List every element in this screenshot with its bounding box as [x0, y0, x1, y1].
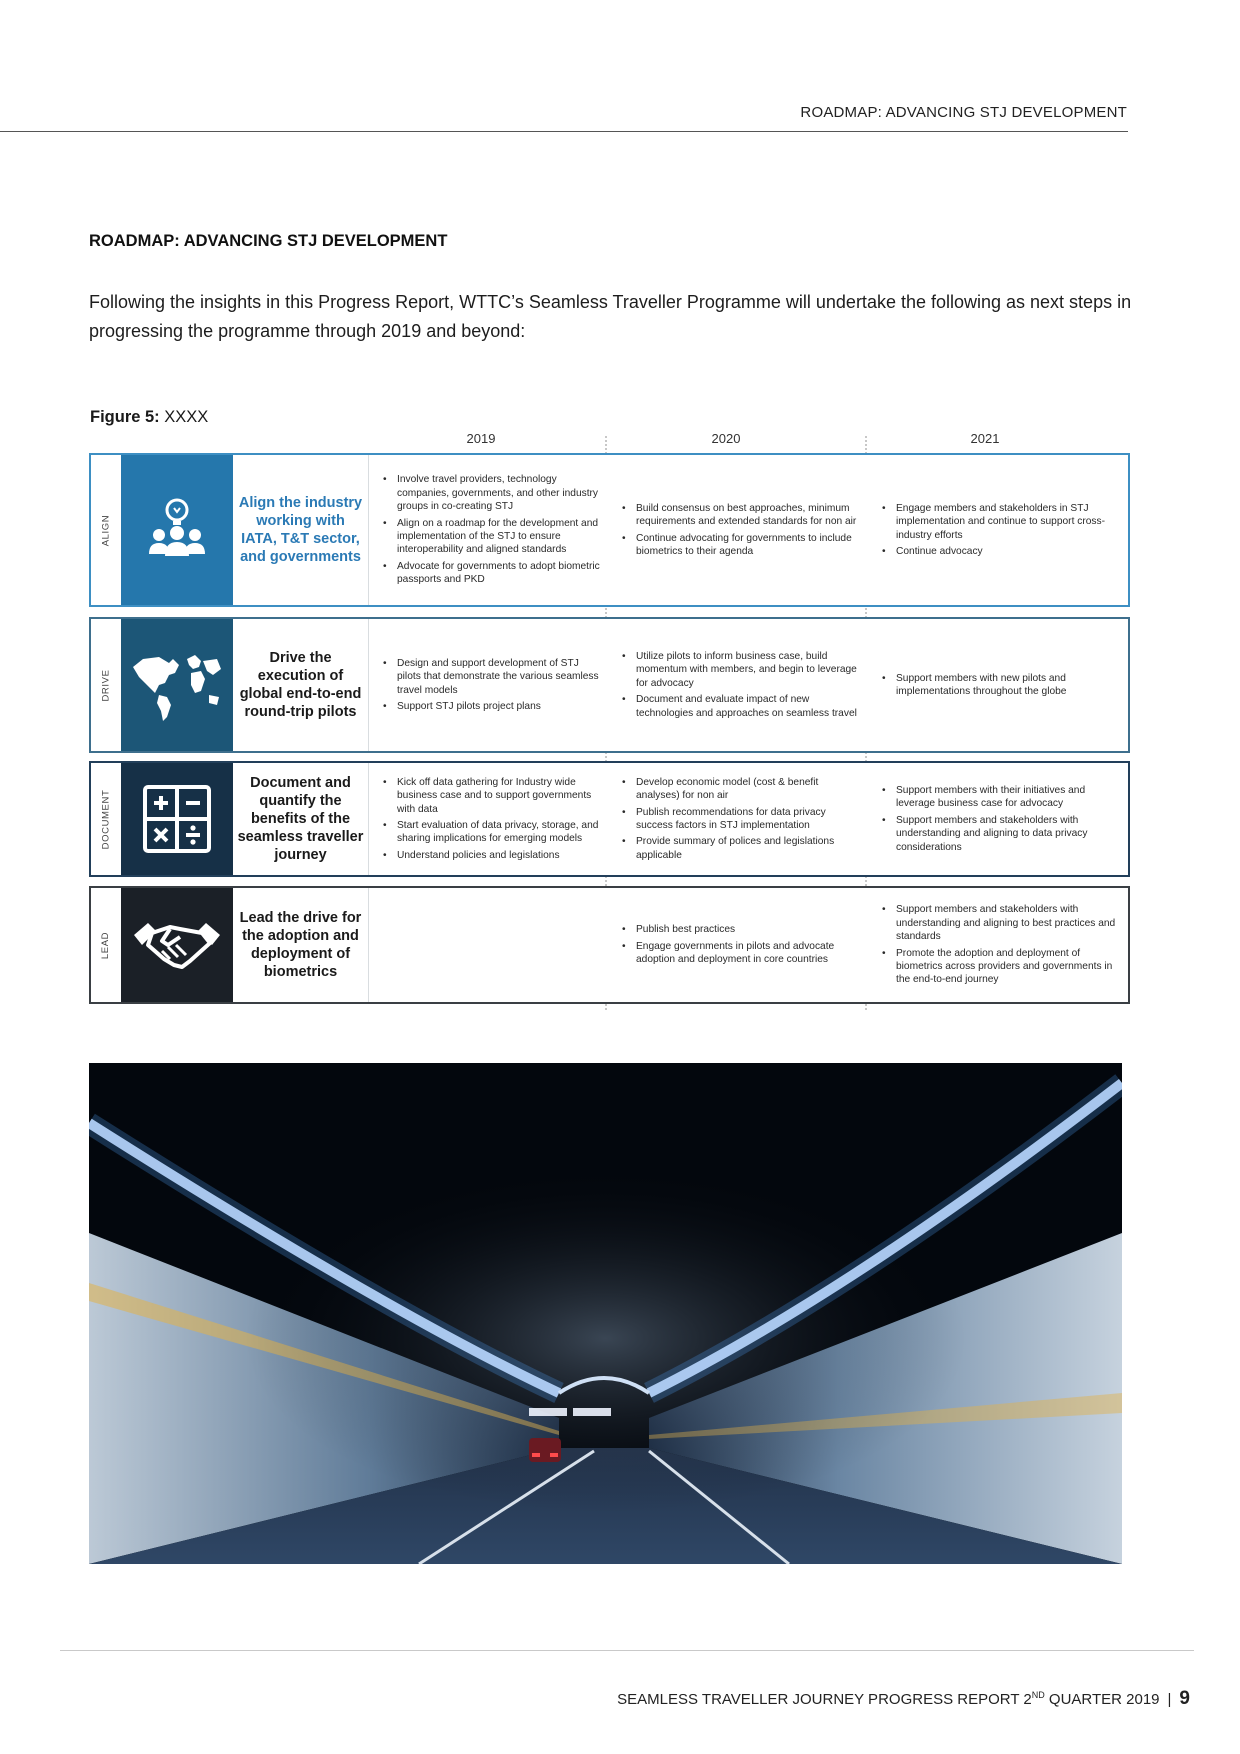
- roadmap-row-lead: [89, 886, 1130, 1004]
- header-divider: [0, 131, 1128, 132]
- bullet-item: • Document and evaluate impact of new technologies and approaches on seamless travel: [622, 693, 862, 720]
- bullet-item: • Publish recommendations for data privacy success factors in STJ implementation: [622, 806, 862, 833]
- row-tag: DRIVE: [100, 668, 112, 702]
- intro-paragraph: Following the insights in this Progress Report, WTTC’s Seamless Traveller Programme will undertake the following as next steps in progressing the programme through 2019 and beyond:: [89, 292, 1132, 341]
- bullet-item: • Engage members and stakeholders in STJ implementation and continue to support cross-industry efforts: [882, 502, 1124, 542]
- world-map-icon: [121, 619, 233, 751]
- bullet-item: • Design and support development of STJ pilots that demonstrate the various seamless travel models: [383, 657, 602, 697]
- roadmap-row-document: [89, 761, 1130, 877]
- year-2020-header: 2020: [711, 431, 741, 446]
- row-heading: Drive the execution of global end-to-end round-trip pilots: [239, 650, 362, 720]
- row-heading: Lead the drive for the adoption and deployment of biometrics: [239, 910, 362, 980]
- bullet-item: • Engage governments in pilots and advocate adoption and deployment in core countries: [622, 940, 862, 967]
- section-title: ROADMAP: ADVANCING STJ DEVELOPMENT: [89, 232, 448, 250]
- tunnel-photo: [89, 1063, 1122, 1564]
- running-header: ROADMAP: ADVANCING STJ DEVELOPMENT: [800, 104, 1127, 121]
- cell-2021: [868, 455, 1130, 605]
- row-tag: DOCUMENT: [100, 789, 112, 849]
- bullet-item: • Understand policies and legislations: [383, 849, 602, 862]
- bullet-item: • Promote the adoption and deployment of biometrics across providers and governments in the end-to-end journey: [882, 947, 1124, 987]
- bullet-item: • Support STJ pilots project plans: [383, 700, 602, 713]
- figure-caption-text: XXXX: [164, 408, 209, 426]
- report-title: SEAMLESS TRAVELLER JOURNEY PROGRESS REPORT 2ND QUARTER 2019: [617, 1690, 1160, 1708]
- bullet-item: • Continue advocating for governments to include biometrics to their agenda: [622, 532, 862, 559]
- cell-2020: [608, 619, 868, 751]
- bullet-item: • Support members with their initiatives and leverage business case for advocacy: [882, 784, 1124, 811]
- cell-2019: [368, 619, 608, 751]
- cell-2019: [368, 763, 608, 875]
- bullet-item: • Develop economic model (cost & benefit analyses) for non air: [622, 776, 862, 803]
- bullet-item: • Kick off data gathering for Industry wide business case and to support governments with data: [383, 776, 602, 816]
- cell-2021: [868, 763, 1130, 875]
- team-idea-icon: [121, 455, 233, 605]
- roadmap-row-drive: [89, 617, 1130, 753]
- handshake-icon: [121, 888, 233, 1002]
- cell-2021: [868, 619, 1130, 751]
- cell-2019: [368, 455, 608, 605]
- row-heading: Document and quantify the benefits of the seamless traveller journey: [237, 775, 364, 863]
- bullet-item: • Utilize pilots to inform business case, build momentum with members, and begin to leverage for advocacy: [622, 650, 862, 690]
- cell-2020: [608, 888, 868, 1002]
- footer-divider: [60, 1650, 1194, 1651]
- row-heading: Align the industry working with IATA, T&T sector, and governments: [238, 495, 363, 565]
- bullet-item: • Provide summary of polices and legislations applicable: [622, 835, 862, 862]
- page-number: 9: [1179, 1688, 1190, 1709]
- bullet-item: • Build consensus on best approaches, minimum requirements and extended standards for non air: [622, 502, 862, 529]
- roadmap-row-align: [89, 453, 1130, 607]
- bullet-item: • Support members and stakeholders with understanding and aligning to best practices and standards: [882, 903, 1124, 943]
- cell-2020: [608, 763, 868, 875]
- page-footer: [617, 1688, 1190, 1710]
- year-2021-header: 2021: [970, 431, 1000, 446]
- year-2019-header: 2019: [466, 431, 496, 446]
- bullet-item: • Involve travel providers, technology companies, governments, and other industry groups in co-creating STJ: [383, 473, 602, 513]
- row-tag: ALIGN: [100, 514, 112, 546]
- bullet-item: • Start evaluation of data privacy, storage, and sharing implications for emerging models: [383, 819, 602, 846]
- bullet-item: • Advocate for governments to adopt biometric passports and PKD: [383, 560, 602, 587]
- bullet-item: • Align on a roadmap for the development and implementation of the STJ to ensure interoperability and aligned standards: [383, 517, 602, 557]
- figure-caption: [90, 408, 208, 427]
- cell-2020: [608, 455, 868, 605]
- footer-separator: |: [1167, 1691, 1172, 1708]
- cell-2021: [868, 888, 1130, 1002]
- bullet-item: • Continue advocacy: [882, 545, 1124, 558]
- bullet-item: • Support members and stakeholders with understanding and aligning to data privacy considerations: [882, 814, 1124, 854]
- bullet-item: • Support members with new pilots and implementations throughout the globe: [882, 672, 1124, 699]
- calculator-icon: [121, 763, 233, 875]
- bullet-item: • Publish best practices: [622, 923, 862, 936]
- cell-2019: [368, 888, 608, 1002]
- figure-label: Figure 5:: [90, 408, 160, 426]
- row-tag: LEAD: [100, 931, 112, 959]
